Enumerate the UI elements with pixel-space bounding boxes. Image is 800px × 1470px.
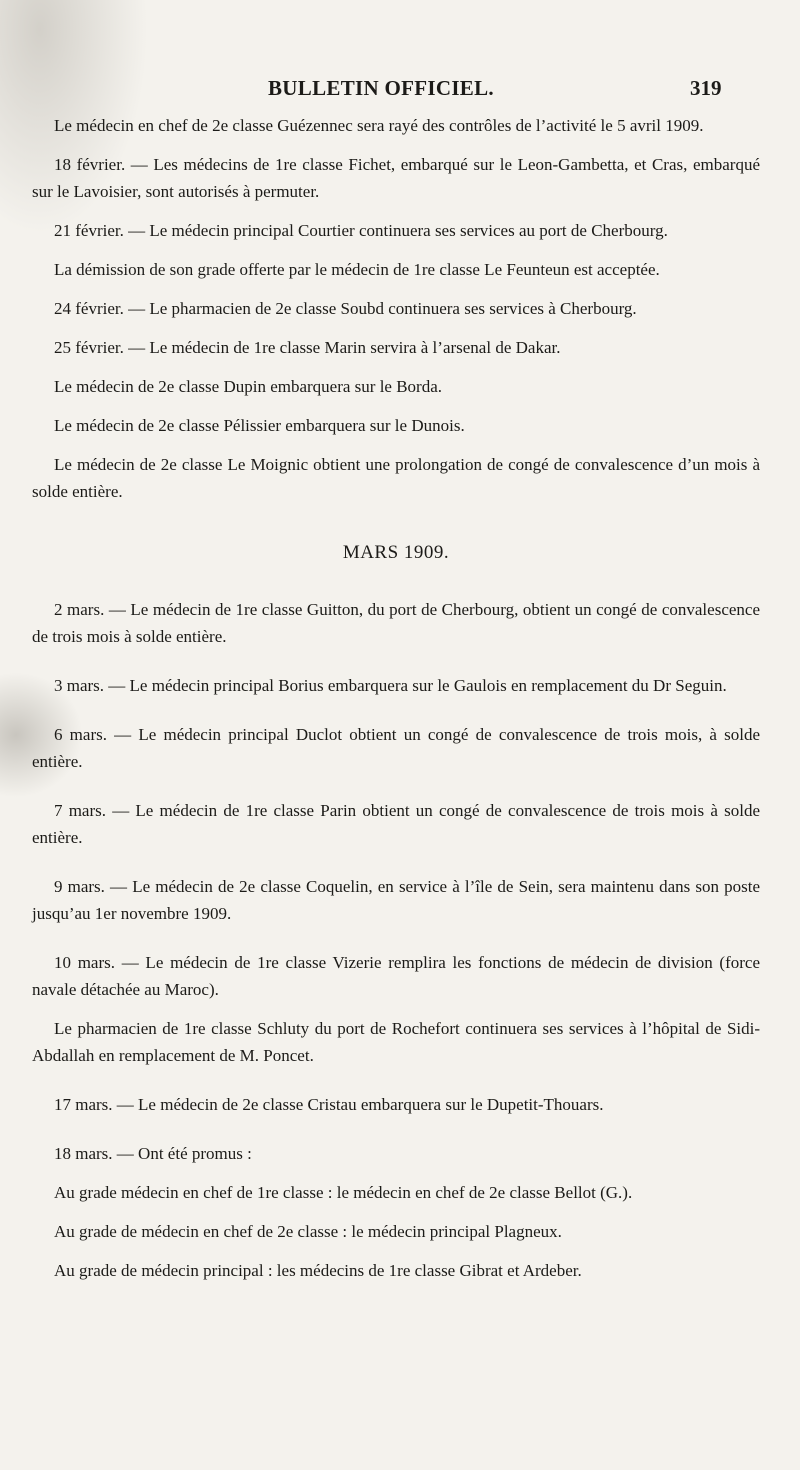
paragraph: 18 mars. — Ont été promus : [54, 1144, 252, 1163]
paragraph: Au grade médecin en chef de 1re classe : le médecin en chef de 2e classe Bellot (G.). [54, 1183, 633, 1202]
section-heading: MARS 1909. [342, 542, 450, 563]
paragraph: Le pharmacien de 1re classe Schluty du port de Rochefort continuera ses services à l’hôpital de Sidi-Abdallah en remplacement de M. Poncet. [32, 1019, 760, 1065]
paragraph: Le médecin de 2e classe Le Moignic obtient une prolongation de congé de convalescence d’un mois à solde entière. [32, 455, 760, 501]
paragraph: 9 mars. — Le médecin de 2e classe Coquelin, en service à l’île de Sein, sera maintenu dans son poste jusqu’au 1er novembre 1909. [32, 877, 760, 923]
body-text [32, 112, 760, 1296]
paragraph: Au grade de médecin principal : les médecins de 1re classe Gibrat et Ardeber. [54, 1261, 582, 1280]
page-header [0, 76, 800, 104]
paragraph: Le médecin de 2e classe Dupin embarquera sur le Borda. [54, 377, 443, 396]
page-number: 319 [690, 76, 722, 100]
paragraph: 17 mars. — Le médecin de 2e classe Cristau embarquera sur le Dupetit-Thouars. [54, 1095, 604, 1114]
paragraph: La démission de son grade offerte par le médecin de 1re classe Le Feunteun est acceptée. [54, 260, 660, 279]
paragraph: 10 mars. — Le médecin de 1re classe Vizerie remplira les fonctions de médecin de division (force navale détachée au Maroc). [32, 953, 760, 999]
paragraph: Le médecin de 2e classe Pélissier embarquera sur le Dunois. [54, 416, 465, 435]
paragraph: 21 février. — Le médecin principal Courtier continuera ses services au port de Cherbourg. [54, 221, 668, 240]
paragraph: 6 mars. — Le médecin principal Duclot obtient un congé de convalescence de trois mois, à solde entière. [32, 725, 760, 771]
paragraph: Au grade de médecin en chef de 2e classe : le médecin principal Plagneux. [54, 1222, 562, 1241]
paragraph: 7 mars. — Le médecin de 1re classe Parin obtient un congé de convalescence de trois mois à solde entière. [32, 801, 760, 847]
paragraph: Le médecin en chef de 2e classe Guézennec sera rayé des contrôles de l’activité le 5 avril 1909. [54, 116, 704, 135]
paragraph: 18 février. — Les médecins de 1re classe Fichet, embarqué sur le Leon-Gambetta, et Cras, embarqué sur le Lavoisier, sont autorisés à permuter. [32, 155, 760, 201]
paragraph: 24 février. — Le pharmacien de 2e classe Soubd continuera ses services à Cherbourg. [54, 299, 637, 318]
paragraph: 2 mars. — Le médecin de 1re classe Guitton, du port de Cherbourg, obtient un congé de convalescence de trois mois à solde entière. [32, 600, 760, 646]
running-title: BULLETIN OFFICIEL. [268, 76, 494, 100]
paragraph: 3 mars. — Le médecin principal Borius embarquera sur le Gaulois en remplacement du Dr Seguin. [54, 676, 727, 695]
paragraph: 25 février. — Le médecin de 1re classe Marin servira à l’arsenal de Dakar. [54, 338, 561, 357]
